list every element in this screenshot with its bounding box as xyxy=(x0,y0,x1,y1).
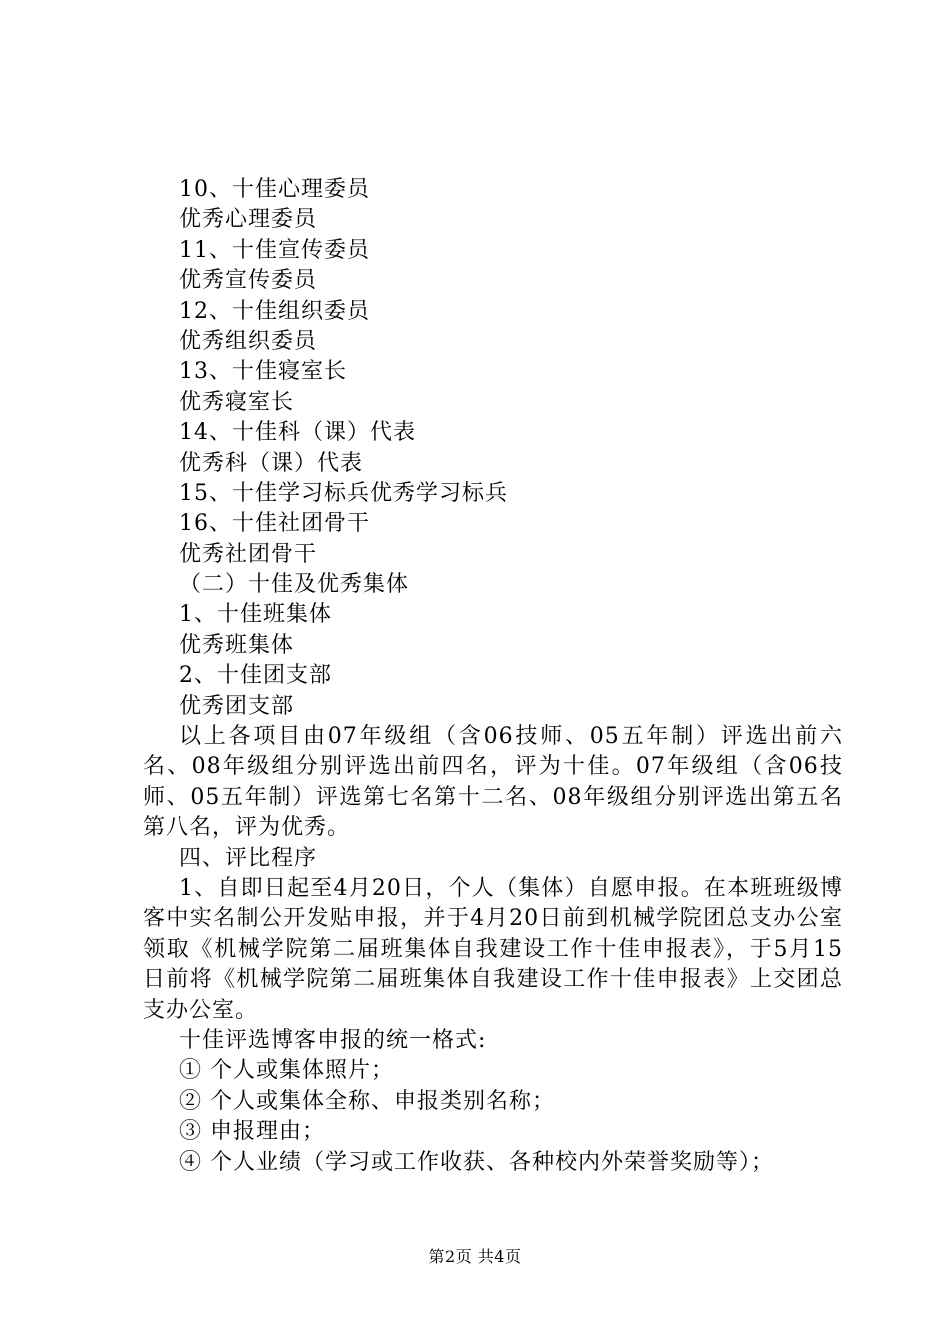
list-item: 优秀心理委员 xyxy=(179,207,318,233)
format-heading: 十佳评选博客申报的统一格式: xyxy=(179,1028,487,1054)
format-item: ③ 申报理由； xyxy=(179,1119,325,1145)
subsection-heading: （二）十佳及优秀集体 xyxy=(179,572,410,598)
list-item: 优秀宣传委员 xyxy=(179,268,318,294)
format-item: ① 个人或集体照片； xyxy=(179,1058,394,1084)
section-heading: 四、评比程序 xyxy=(179,845,318,871)
format-item: ② 个人或集体全称、申报类别名称； xyxy=(179,1088,555,1114)
list-item: 优秀班集体 xyxy=(179,632,295,658)
list-item: 优秀组织委员 xyxy=(179,328,318,354)
list-item: 优秀社团骨干 xyxy=(179,541,318,567)
list-item: 11、十佳宣传委员 xyxy=(179,237,370,263)
list-item: 12、十佳组织委员 xyxy=(179,298,370,324)
list-item: 优秀寝室长 xyxy=(179,389,295,415)
list-item: 15、十佳学习标兵优秀学习标兵 xyxy=(179,480,508,506)
list-item: 14、十佳科（课）代表 xyxy=(179,420,416,446)
list-item: 16、十佳社团骨干 xyxy=(179,511,370,537)
document-body xyxy=(143,175,843,1178)
format-item: ④ 个人业绩（学习或工作收获、各种校内外荣誉奖励等）； xyxy=(179,1149,774,1175)
list-item: 10、十佳心理委员 xyxy=(179,177,370,202)
list-item: 1、十佳班集体 xyxy=(179,602,332,628)
ranking-paragraph: 以上各项目由07年级组（含06技师、05五年制）评选出前六名、08年级组分别评选出前四名，评为十佳。07年级组（含06技师、05五年制）评选第七名第十二名、08年级组分别评选出第五名第八名，评为优秀。 xyxy=(143,724,843,841)
list-item: 13、十佳寝室长 xyxy=(179,359,347,385)
list-item: 优秀团支部 xyxy=(179,693,295,719)
list-item: 2、十佳团支部 xyxy=(179,663,332,689)
page-footer: 第2页 共4页 xyxy=(428,1247,522,1266)
list-item: 优秀科（课）代表 xyxy=(179,450,364,476)
procedure-paragraph: 1、自即日起至4月20日，个人（集体）自愿申报。在本班班级博客中实名制公开发贴申报，并于4月20日前到机械学院团总支办公室领取《机械学院第二届班集体自我建设工作十佳申报表》，于5月15日前将《机械学院第二届班集体自我建设工作十佳申报表》上交团总支办公室。 xyxy=(143,876,843,1023)
